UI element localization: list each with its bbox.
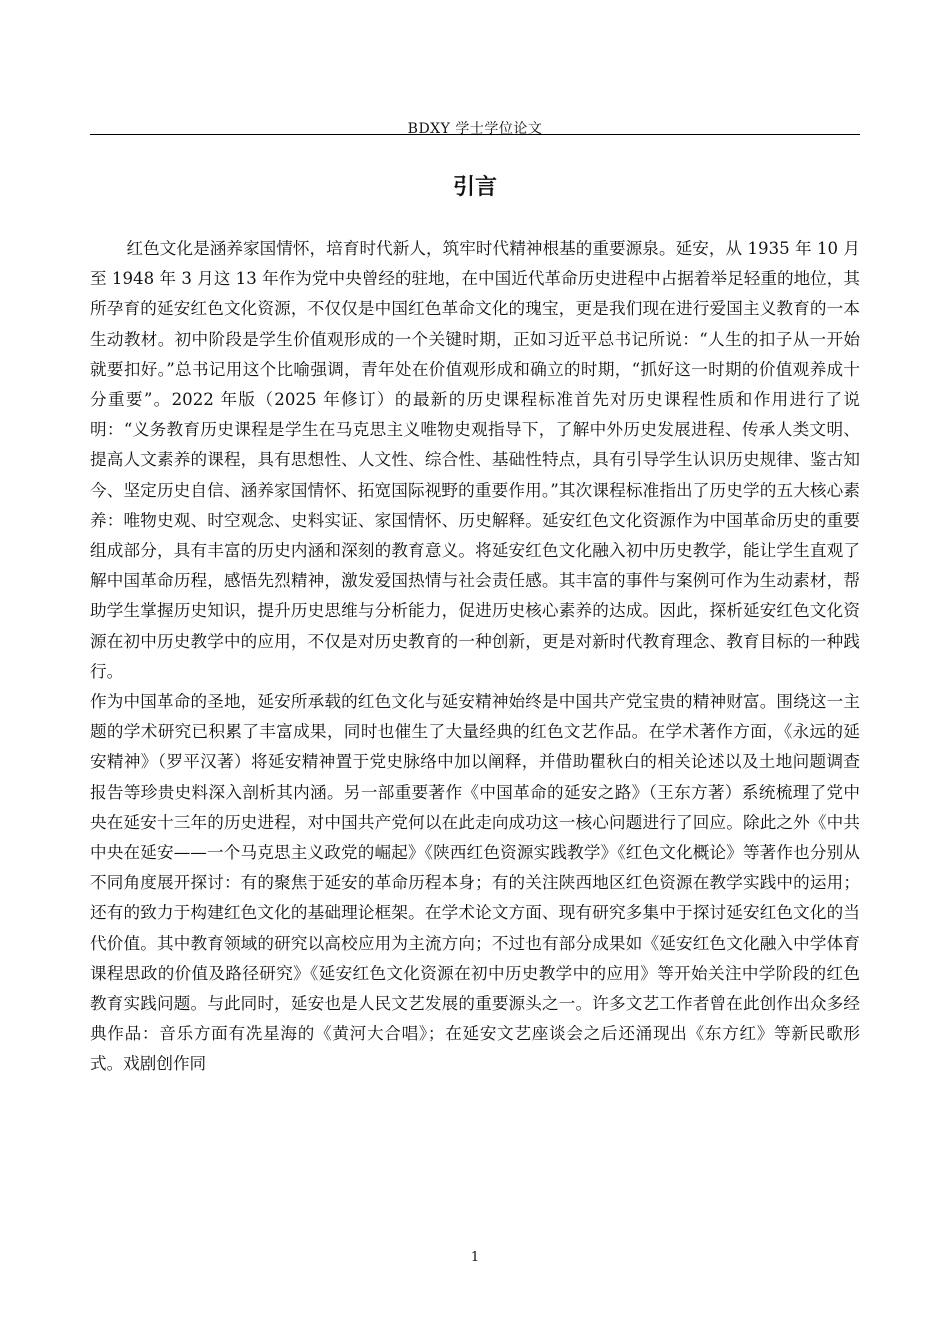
section-title: 引言 (452, 175, 497, 200)
header-rule (90, 134, 860, 135)
page-header: BDXY 学士学位论文 (407, 121, 543, 137)
page-number: 1 (470, 1250, 480, 1265)
paragraph-1: 红色文化是涵养家国情怀，培育时代新人，筑牢时代精神根基的重要源泉。延安，从 1935 年 10 月至 1948 年 3 月这 13 年作为党中央曾经的驻地，在中国近代革命历史进程中占据着举足轻重的地位，其所孕育的延安红色文化资源，不仅仅是中国红色革命文化的瑰宝，更是我们现在进行爱国主义教育的一本生动教材。初中阶段是学生价值观形成的一个关键时期，正如习近平总书记所说：“人生的扣子从一开始就要扣好。”总书记用这个比喻强调，青年处在价值观形成和确立的时期，“抓好这一时期的价值观养成十分重要”。2022 年版（2025 年修订）的最新的历史课程标准首先对历史课程性质和作用进行了说明：“义务教育历史课程是学生在马克思主义唯物史观指导下，了解中外历史发展进程、传承人类文明、提高人文素养的课程，具有思想性、人文性、综合性、基础性特点，具有引导学生认识历史规律、鉴古知今、坚定历史自信、涵养家国情怀、拓宽国际视野的重要作用。”其次课程标准指出了历史学的五大核心素养：唯物史观、时空观念、史料实证、家国情怀、历史解释。延安红色文化资源作为中国革命历史的重要组成部分，具有丰富的历史内涵和深刻的教育意义。将延安红色文化融入初中历史教学，能让学生直观了解中国革命历程，感悟先烈精神，激发爱国热情与社会责任感。其丰富的事件与案例可作为生动素材，帮助学生掌握历史知识，提升历史思维与分析能力，促进历史核心素养的达成。因此，探析延安红色文化资源在初中历史教学中的应用，不仅是对历史教育的一种创新，更是对新时代教育理念、教育目标的一种践行。 (90, 239, 860, 681)
paragraph-2: 作为中国革命的圣地，延安所承载的红色文化与延安精神始终是中国共产党宝贵的精神财富。围绕这一主题的学术研究已积累了丰富成果，同时也催生了大量经典的红色文艺作品。在学术著作方面，《永远的延安精神》（罗平汉著）将延安精神置于党史脉络中加以阐释，并借助瞿秋白的相关论述以及土地问题调查报告等珍贵史料深入剖析其内涵。另一部重要著作《中国革命的延安之路》（王东方著）系统梳理了党中央在延安十三年的历史进程，对中国共产党何以在此走向成功这一核心问题进行了回应。除此之外《中共中央在延安——一个马克思主义政党的崛起》《陕西红色资源实践教学》《红色文化概论》等著作也分别从不同角度展开探讨：有的聚焦于延安的革命历程本身；有的关注陕西地区红色资源在教学实践中的运用；还有的致力于构建红色文化的基础理论框架。在学术论文方面、现有研究多集中于探讨延安红色文化的当代价值。其中教育领域的研究以高校应用为主流方向；不过也有部分成果如《延安红色文化融入中学体育课程思政的价值及路径研究》《延安红色文化资源在初中历史教学中的应用》等开始关注中学阶段的红色教育实践问题。与此同时，延安也是人民文艺发展的重要源头之一。许多文艺工作者曾在此创作出众多经典作品：音乐方面有冼星海的《黄河大合唱》；在延安文艺座谈会之后还涌现出《东方红》等新民歌形式。戏剧创作同 (90, 692, 860, 1074)
body-text (90, 234, 860, 1080)
